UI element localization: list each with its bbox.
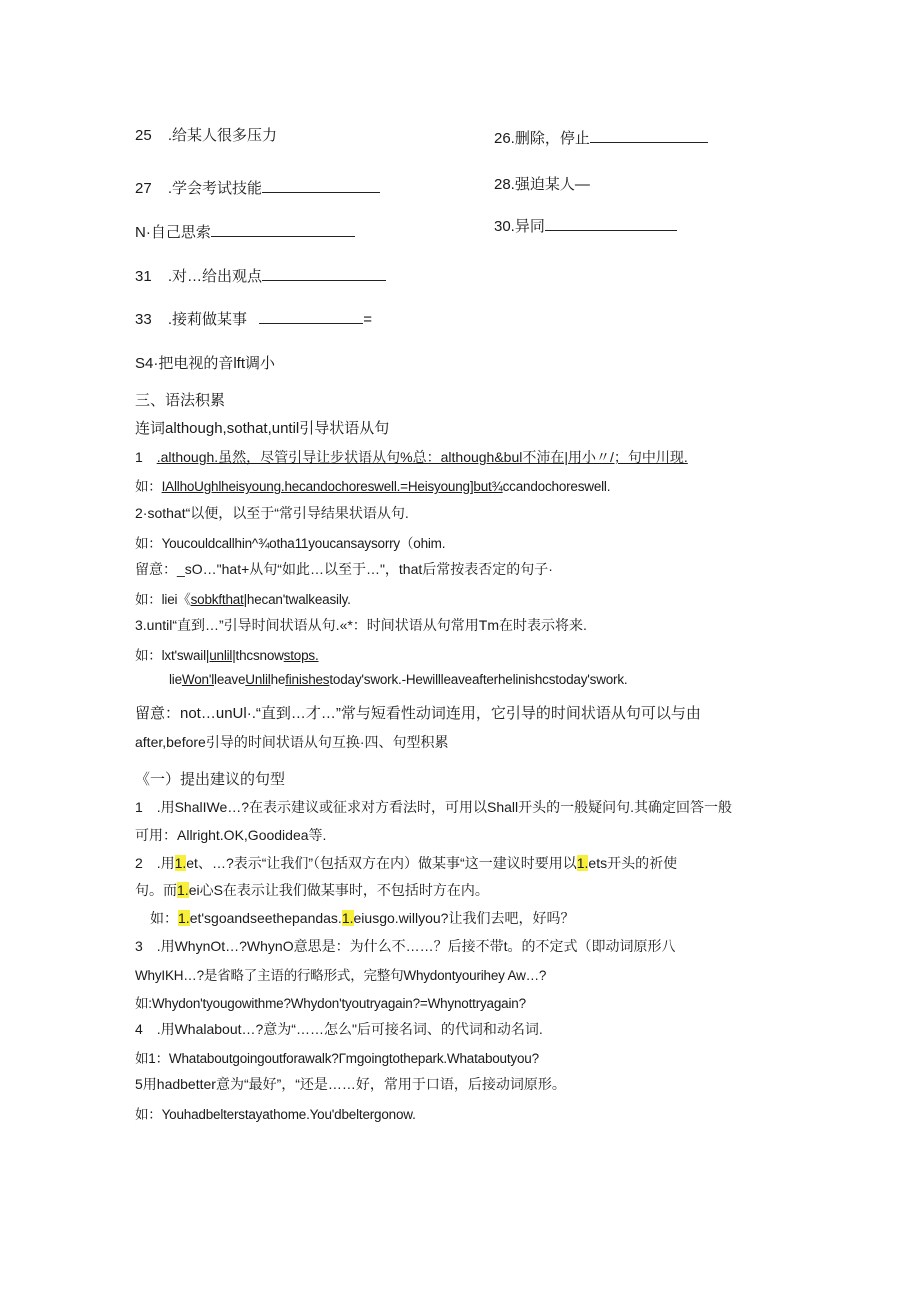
example-2: 如：Youcouldcallhin^¾otha11youcansaysorry（ohim. [135, 536, 446, 551]
pattern-2-line-2: 句。而1.ei心S在表示让我们做某事时，不包括时方在内。 [135, 882, 489, 898]
grammar-intro: 连词although,sothat,until引导状语从句 [135, 420, 390, 437]
pattern-3-line-1: 3 .用WhynOt…?WhynO意思是：为什么不……？后接不带t。的不定式（即动词原形八 [135, 938, 676, 954]
answer-blank[interactable] [262, 266, 386, 281]
vocab-item-33: 33 .接莉做某事 = [135, 311, 372, 328]
vocab-item-30: 30.异同 [494, 215, 677, 236]
pattern-4-line-1: 4 .用Whalabout…?意为“……怎么"后可接名词、的代词和动名词. [135, 1021, 543, 1037]
vocab-item-26: 26.删除，停止 [494, 127, 708, 148]
pattern-2-example: 如：1.et'sgoandseethepandas.1.eiusgo.willyou?让我们去吧，好吗？ [150, 910, 575, 926]
section-heading-grammar: 三、语法积累 [135, 392, 226, 409]
example-note-1: 如：liei《sobkfthat|hecan'twalkeasily. [135, 592, 351, 607]
grammar-point-1: 1 .although.虽然，尽管引导让步状语从句%总：although&bul不沛在|用小〃/；句中川现. [135, 449, 688, 465]
vocab-item-28: 28.强迫某人— [494, 176, 590, 193]
answer-blank[interactable] [259, 309, 363, 324]
pattern-2-line-1: 2 .用1.et、…?表示“让我们”（包括双方在内）做某事“这一建议时要用以1.ets开头的祈使 [135, 855, 678, 871]
pattern-1-line-2: 可用：Allright.OK,Goodidea等. [135, 827, 327, 843]
vocab-item-27: 27 .学会考试技能 [135, 177, 380, 198]
example-3b: lieWon'lleaveUnlilhefinishestoday'swork.-Hewillleaveafterhelinishcstoday'swork. [169, 672, 628, 687]
vocab-item-31: 31 .对…给出观点 [135, 265, 386, 286]
answer-blank[interactable] [211, 222, 355, 237]
grammar-point-3: 3.until“直到…”引导时间状语从句.«*：时间状语从句常用Tm在时表示将来. [135, 617, 587, 633]
answer-blank[interactable] [590, 128, 708, 143]
note-2-line-2: after,before引导的时间状语从句互换·四、句型积累 [135, 734, 449, 750]
answer-blank[interactable] [262, 178, 380, 193]
pattern-3-line-2: WhyIKH…?是省略了主语的行略形式，完整句Whydontyourihey Aw…? [135, 968, 547, 983]
example-1: 如：IAllhoUghlheisyoung.hecandochoreswell.=Heisyoung]but¾ccandochoreswell. [135, 479, 611, 494]
vocab-item-29: N·自己思索 [135, 221, 355, 242]
subsection-heading: 《一）提出建议的句型 [135, 771, 286, 788]
vocab-item-34: S4·把电视的音lft调小 [135, 355, 276, 372]
note-1: 留意：_sO…"hat+从句“如此…以至于…"，that后常按表否定的句子· [135, 561, 553, 577]
pattern-4-example: 如1：Whataboutgoingoutforawalk?Γmgoingtothepark.Whataboutyou? [135, 1051, 539, 1066]
vocab-item-25: 25 .给某人很多压力 [135, 127, 278, 144]
note-2-line-1: 留意：not…unUl·.“直到…才…”常与短看性动词连用，它引导的时间状语从句可以与由 [135, 705, 701, 722]
pattern-5-example: 如：Youhadbelterstayathome.You'dbeltergonow. [135, 1107, 416, 1122]
pattern-3-example: 如:Whydon'tyougowithme?Whydon'tyoutryagain?=Whynottryagain? [135, 996, 526, 1011]
grammar-point-2: 2·sothat“以便，以至于“常引导结果状语从句. [135, 505, 409, 521]
answer-blank[interactable] [545, 216, 677, 231]
pattern-1-line-1: 1 .用ShalIWe…?在表示建议或征求对方看法时，可用以Shall开头的一般疑问句.其确定回答一般 [135, 799, 733, 815]
pattern-5-line-1: 5用hadbetter意为“最好”，“还是……好，常用于口语，后接动词原形。 [135, 1076, 566, 1092]
example-3a: 如：lxt'swail|unlil|thcsnowstops. [135, 648, 319, 663]
